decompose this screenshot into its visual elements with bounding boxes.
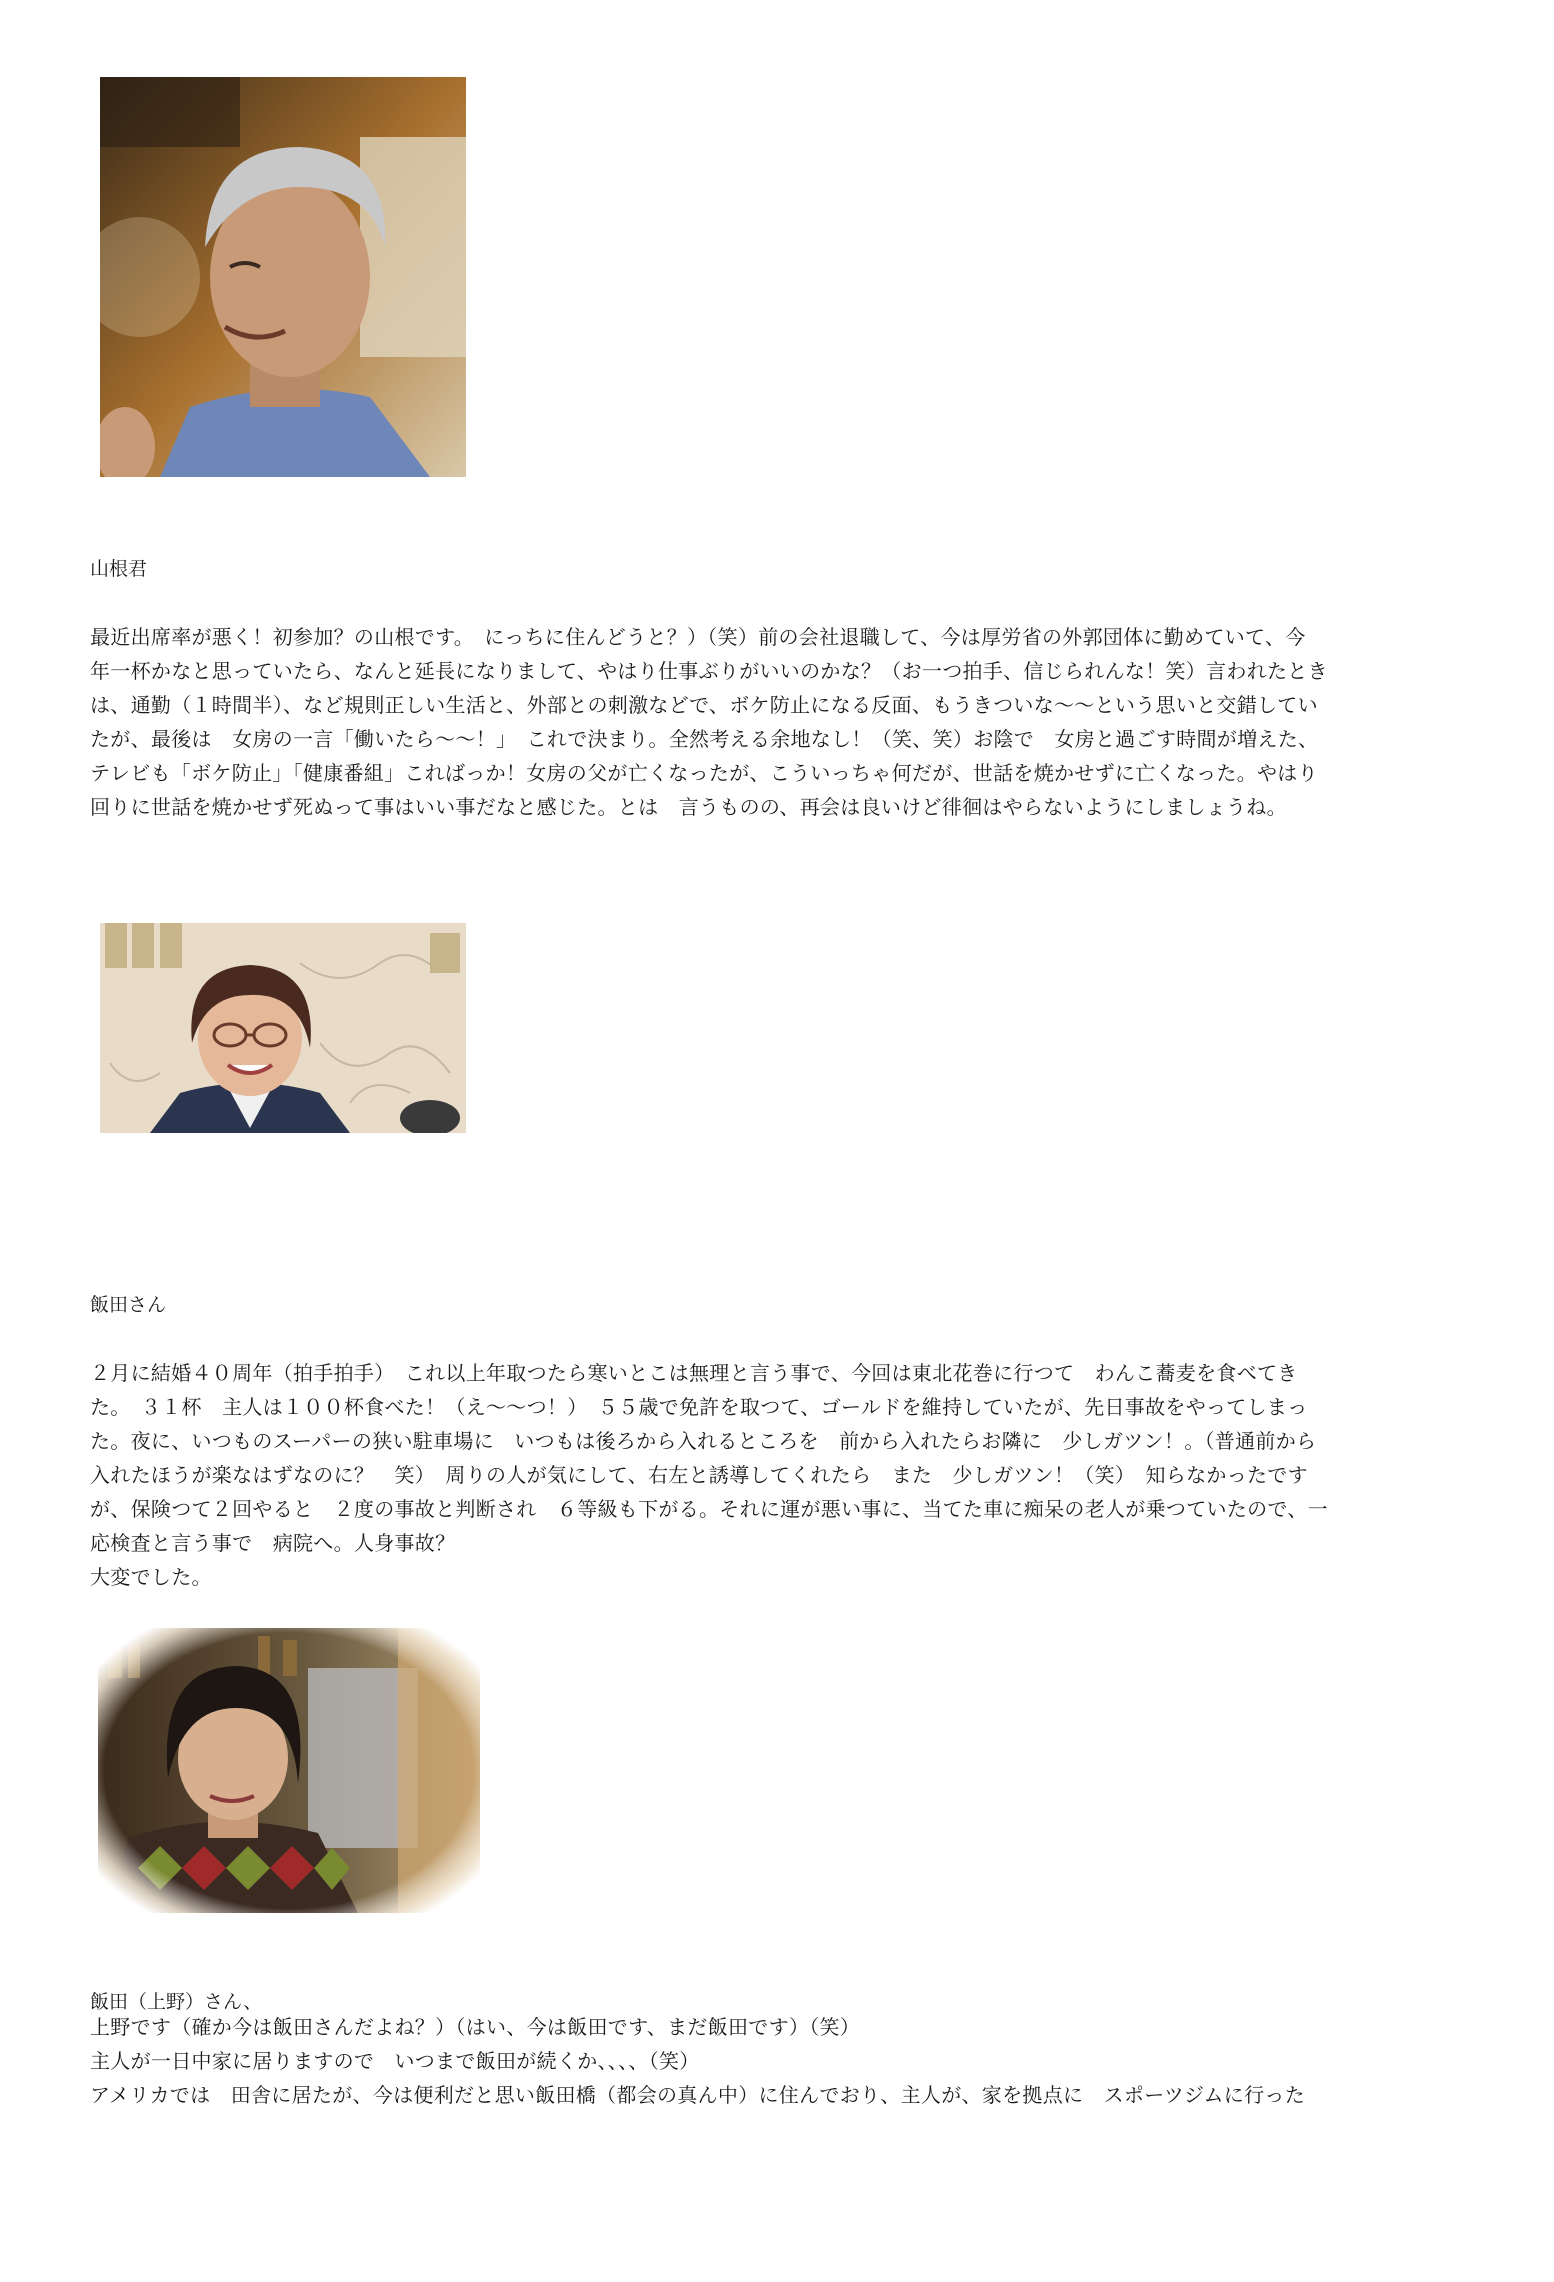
- text-line: が、保険つて２回やると ２度の事故と判断され ６等級も下がる。それに運が悪い事に、当てた車に痴呆の老人が乗つていたので、一: [90, 1497, 1328, 1521]
- section-text-iida-ueno: [90, 2010, 1470, 2112]
- section-text-yamane: [90, 620, 1470, 824]
- text-line: た。 ３１杯 主人は１００杯食べた！（え～～つ！） ５５歳で免許を取つて、ゴールドを維持していたが、先日事故をやってしまっ: [90, 1395, 1308, 1419]
- section-name-yamane: 山根君: [90, 558, 148, 580]
- iida-photo: [100, 923, 466, 1133]
- text-line: 最近出席率が悪く！初参加？の山根です。 にっちに住んどうと？）（笑）前の会社退職して、今は厚労省の外郭団体に勤めていて、今: [90, 625, 1306, 649]
- section-name-iida-ueno: 飯田（上野）さん、: [90, 1991, 263, 2013]
- text-line: は、通勤（１時間半）、など規則正しい生活と、外部との刺激などで、ボケ防止になる反面、もうきついな～～という思いと交錯してい: [90, 693, 1318, 717]
- text-line: たが、最後は 女房の一言「働いたら～～！」 これで決まり。全然考える余地なし！（笑、笑）お陰で 女房と過ごす時間が増えた、: [90, 727, 1319, 751]
- iida-ueno-photo: [98, 1628, 480, 1913]
- text-line: ２月に結婚４０周年（拍手拍手） これ以上年取つたら寒いとこは無理と言う事で、今回は東北花巻に行つて わんこ蕎麦を食べてき: [90, 1361, 1298, 1385]
- text-line: た。夜に、いつものスーパーの狭い駐車場に いつもは後ろから入れるところを 前から入れたらお隣に 少しガツン！。（普通前から: [90, 1429, 1317, 1453]
- text-line: 回りに世話を焼かせず死ぬって事はいい事だなと感じた。とは 言うものの、再会は良いけど徘徊はやらないようにしましょうね。: [90, 795, 1287, 819]
- text-line: 大変でした。: [90, 1565, 212, 1589]
- text-line: 年一杯かなと思っていたら、なんと延長になりまして、やはり仕事ぶりがいいのかな？（お一つ拍手、信じられんな！笑）言われたとき: [90, 659, 1328, 683]
- text-line: テレビも「ボケ防止」「健康番組」こればっか！女房の父が亡くなったが、こういっちゃ何だが、世話を焼かせずに亡くなった。やはり: [90, 761, 1318, 785]
- section-name-iida: 飯田さん: [90, 1294, 167, 1316]
- text-line: 応検査と言う事で 病院へ。人身事故？: [90, 1531, 456, 1555]
- section-text-iida: [90, 1356, 1470, 1594]
- text-line: アメリカでは 田舎に居たが、今は便利だと思い飯田橋（都会の真ん中）に住んでおり、主人が、家を拠点に スポーツジムに行った: [90, 2083, 1305, 2107]
- text-line: 上野です（確か今は飯田さんだよね？）（はい、今は飯田です、まだ飯田です）（笑）: [90, 2015, 861, 2039]
- yamane-photo: [100, 77, 466, 477]
- text-line: 入れたほうが楽なはずなのに？ 笑） 周りの人が気にして、右左と誘導してくれたら また 少しガツン！（笑） 知らなかったです: [90, 1463, 1308, 1487]
- text-line: 主人が一日中家に居りますので いつまで飯田が続くか、、、、（笑）: [90, 2049, 700, 2073]
